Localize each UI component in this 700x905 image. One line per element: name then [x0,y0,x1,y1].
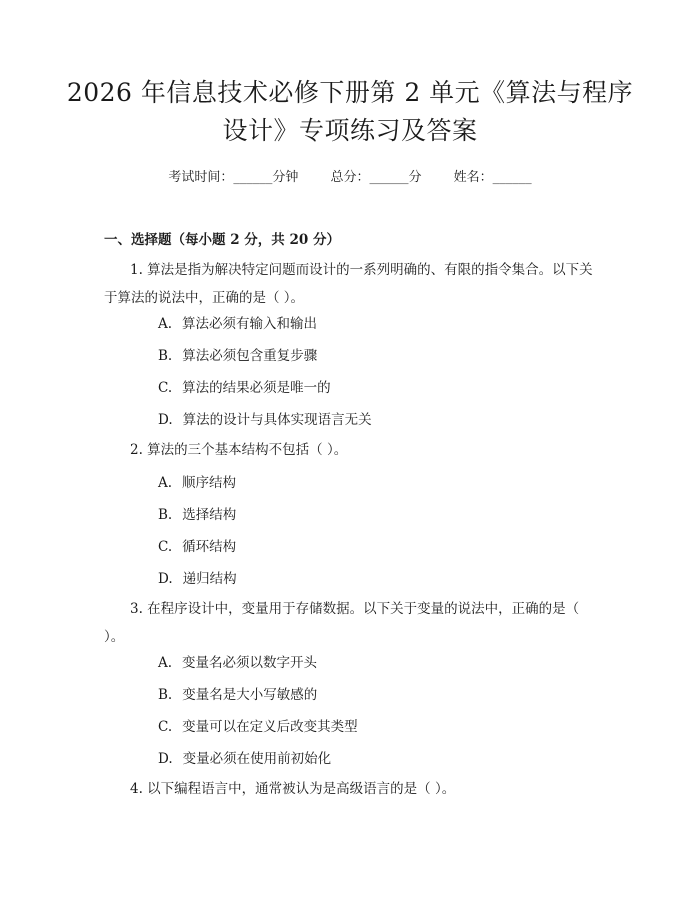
section-heading: 一、选择题（每小题 2 分，共 20 分） [104,232,340,248]
option-2b [158,505,236,525]
option-text: 变量可以在定义后改变其类型 [182,719,358,735]
question-2: 2. 算法的三个基本结构不包括（ ）。 [130,442,348,458]
option-1c [158,378,331,398]
option-letter: B. [158,348,173,364]
option-text: 算法必须有输入和输出 [182,316,318,332]
option-1a [158,314,317,334]
option-letter: D. [158,751,173,767]
option-letter: A. [158,316,173,332]
option-text: 选择结构 [182,507,237,523]
option-1d [158,410,372,430]
option-text: 变量名必须以数字开头 [182,655,318,671]
option-text: 算法的设计与具体实现语言无关 [182,412,372,428]
question-4: 4. 以下编程语言中，通常被认为是高级语言的是（ ）。 [130,781,456,797]
option-text: 算法的结果必须是唯一的 [182,380,331,396]
total-score-field: 总分：______分 [330,170,422,185]
option-text: 算法必须包含重复步骤 [182,348,318,364]
option-letter: D. [158,571,173,587]
option-letter: B. [158,507,173,523]
exam-time-field: 考试时间：______分钟 [168,170,299,185]
option-3b [158,685,317,705]
option-text: 顺序结构 [182,475,237,491]
student-name-field: 姓名：______ [453,170,532,185]
option-text: 循环结构 [182,539,237,555]
option-3c [158,717,358,737]
option-letter: B. [158,687,173,703]
option-text: 递归结构 [182,571,237,587]
option-text: 变量必须在使用前初始化 [182,751,332,767]
option-3d [158,749,331,769]
page-title: 2026 年信息技术必修下册第 2 单元《算法与程序设计》专项练习及答案 [66,78,634,145]
question-3: 3. 在程序设计中，变量用于存储数据。以下关于变量的说法中，正确的是（ ）。 [104,601,580,645]
option-3a [158,653,317,673]
exam-meta [0,168,700,188]
option-letter: C. [158,539,173,555]
option-letter: A. [158,475,173,491]
option-text: 变量名是大小写敏感的 [182,687,318,703]
option-2d [158,569,237,589]
option-letter: C. [158,719,173,735]
option-1b [158,346,317,366]
option-letter: D. [158,412,173,428]
option-letter: A. [158,655,173,671]
question-1: 1. 算法是指为解决特定问题而设计的一系列明确的、有限的指令集合。以下关于算法的说法中，正确的是（ ）。 [104,262,593,306]
option-2c [158,537,236,557]
option-2a [158,473,236,493]
option-letter: C. [158,380,173,396]
